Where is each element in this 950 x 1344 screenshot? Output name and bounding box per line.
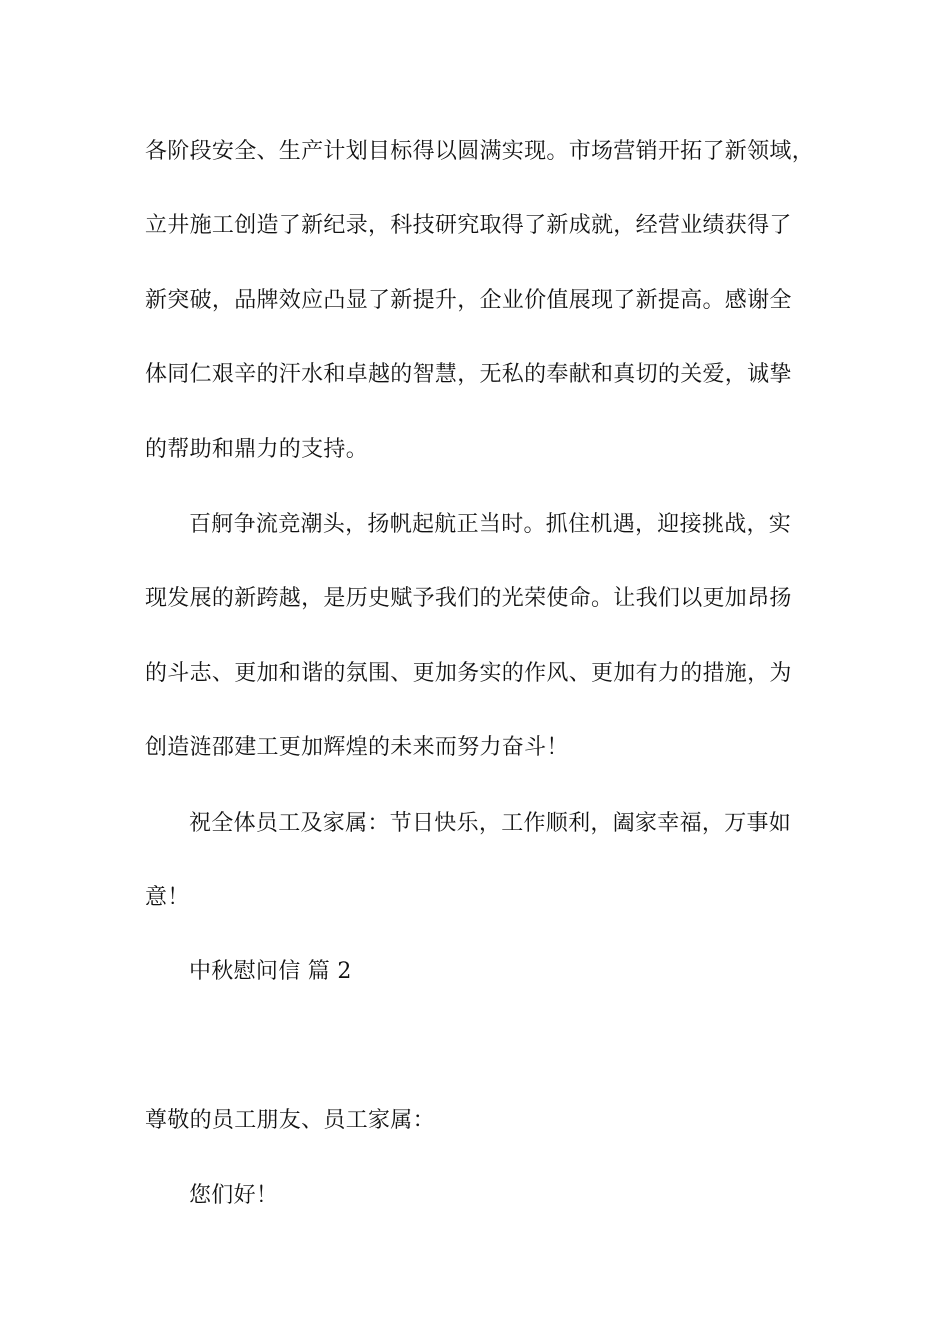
paragraph-line-4: 体同仁艰辛的汗水和卓越的智慧，无私的奉献和真切的关爱，诚挚: [145, 362, 792, 387]
greeting: 您们好！: [189, 1183, 279, 1208]
paragraph-line-1: 各阶段安全、生产计划目标得以圆满实现。市场营销开拓了新领域，: [145, 139, 815, 164]
blessing-line-1: 祝全体员工及家属：节日快乐，工作顺利，阖家幸福，万事如: [189, 811, 792, 836]
section-title: 中秋慰问信 篇 2: [189, 959, 352, 984]
paragraph-line-2: 立井施工创造了新纪录，科技研究取得了新成就，经营业绩获得了: [145, 213, 792, 238]
paragraph-2-line-1: 百舸争流竞潮头，扬帆起航正当时。抓住机遇，迎接挑战，实: [189, 512, 792, 537]
paragraph-line-5: 的帮助和鼎力的支持。: [145, 437, 369, 462]
paragraph-2-line-3: 的斗志、更加和谐的氛围、更加务实的作风、更加有力的措施，为: [145, 661, 792, 686]
salutation: 尊敬的员工朋友、员工家属：: [145, 1108, 435, 1133]
paragraph-2-line-4: 创造涟邵建工更加辉煌的未来而努力奋斗！: [145, 735, 569, 760]
paragraph-line-3: 新突破，品牌效应凸显了新提升，企业价值展现了新提高。感谢全: [145, 288, 792, 313]
paragraph-2-line-2: 现发展的新跨越，是历史赋予我们的光荣使命。让我们以更加昂扬: [145, 586, 792, 611]
blessing-line-2: 意！: [145, 885, 190, 910]
